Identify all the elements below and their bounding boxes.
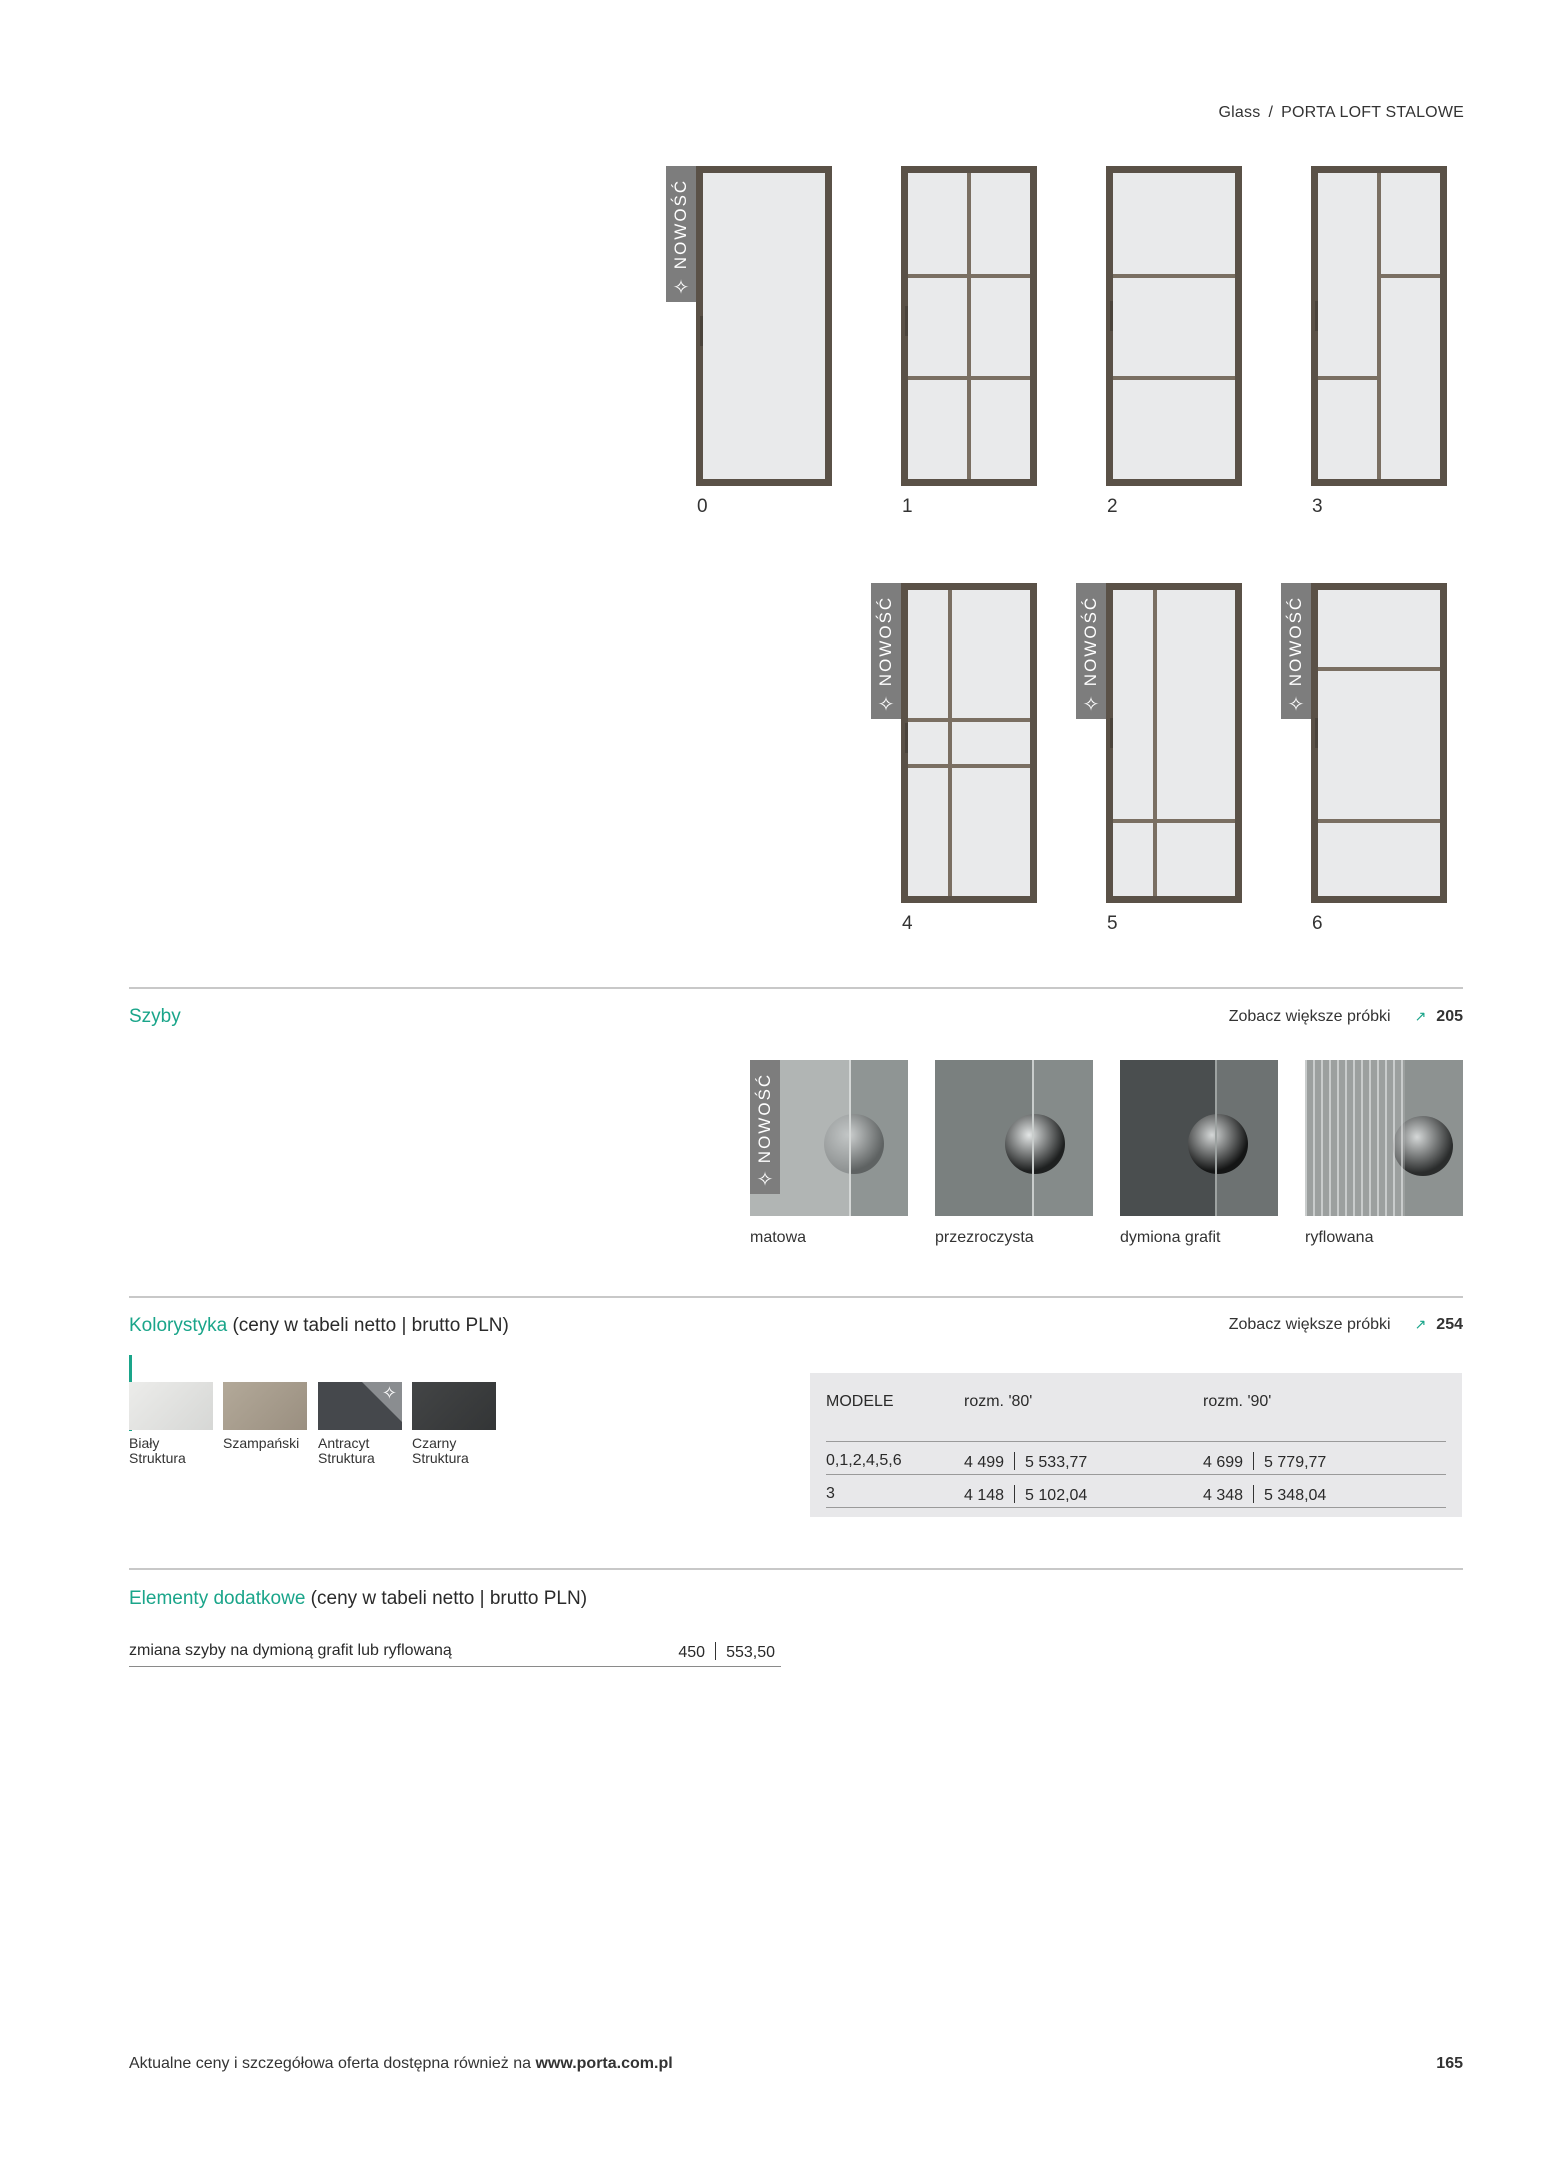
price-net: 450 <box>678 1644 706 1661</box>
price-gross: 553,50 <box>726 1644 775 1661</box>
table-row-price-90 <box>1203 1485 1326 1505</box>
color-label-line2: Struktura <box>318 1450 375 1466</box>
color-swatch-szampanski[interactable] <box>223 1382 307 1430</box>
section-divider <box>129 1296 1463 1298</box>
new-badge <box>1076 583 1106 719</box>
table-divider <box>826 1474 1446 1475</box>
door-number: 0 <box>697 496 708 517</box>
extras-item-row <box>129 1640 781 1664</box>
section-divider <box>129 987 1463 989</box>
extras-item-label: zmiana szyby na dymioną grafit lub ryflowaną <box>129 1642 452 1659</box>
door-model-6[interactable] <box>1311 583 1447 903</box>
page-number: 165 <box>1436 2055 1463 2072</box>
table-header-size-80: rozm. '80' <box>964 1393 1033 1410</box>
color-swatch-bialy[interactable] <box>129 1382 213 1430</box>
new-badge <box>871 583 901 719</box>
extras-section-title-main: Elementy dodatkowe <box>129 1588 306 1609</box>
color-label-line2: Struktura <box>412 1450 469 1466</box>
color-label <box>129 1436 186 1466</box>
glass-more-samples-link[interactable] <box>1229 1008 1463 1026</box>
color-label-line1: Czarny <box>412 1435 457 1451</box>
breadcrumb-category[interactable]: Glass <box>1218 104 1261 121</box>
more-samples-page: 205 <box>1436 1008 1463 1025</box>
color-section-title-main: Kolorystyka <box>129 1315 228 1336</box>
door-model-3[interactable] <box>1311 166 1447 486</box>
door-number: 2 <box>1107 496 1118 517</box>
section-divider <box>129 1568 1463 1570</box>
new-badge <box>666 166 696 302</box>
table-row-price-80 <box>964 1485 1087 1505</box>
price-gross: 5 533,77 <box>1025 1454 1088 1471</box>
price-gross: 5 102,04 <box>1025 1487 1088 1504</box>
color-label-line1: Biały <box>129 1435 160 1451</box>
price-net: 4 148 <box>964 1487 1005 1504</box>
arrow-up-right-icon: ↗ <box>1414 1008 1427 1024</box>
table-row-models: 0,1,2,4,5,6 <box>826 1452 902 1469</box>
arrow-up-right-icon: ↗ <box>1414 1316 1427 1332</box>
color-label <box>223 1436 299 1451</box>
color-label-line1: Antracyt <box>318 1435 370 1451</box>
color-swatch-antracyt[interactable] <box>318 1382 402 1430</box>
color-more-samples-link[interactable] <box>1229 1316 1463 1334</box>
more-samples-label: Zobacz większe próbki <box>1228 1008 1391 1025</box>
more-samples-label: Zobacz większe próbki <box>1228 1316 1391 1333</box>
new-badge-text: NOWOŚĆ <box>876 595 895 687</box>
breadcrumb-separator: / <box>1268 104 1274 121</box>
price-net: 4 699 <box>1203 1454 1244 1471</box>
price-net: 4 499 <box>964 1454 1005 1471</box>
door-model-4[interactable] <box>901 583 1037 903</box>
new-badge-text: NOWOŚĆ <box>1286 595 1305 687</box>
more-samples-page: 254 <box>1436 1316 1463 1333</box>
new-badge <box>750 1060 780 1194</box>
price-separator <box>1253 1485 1254 1503</box>
glass-sample-ryflowana[interactable] <box>1305 1060 1463 1216</box>
glass-label: ryflowana <box>1305 1229 1374 1246</box>
price-separator <box>1014 1485 1015 1503</box>
glass-label: dymiona grafit <box>1120 1229 1221 1246</box>
breadcrumb-product[interactable]: PORTA LOFT STALOWE <box>1281 104 1464 121</box>
door-number: 6 <box>1312 913 1323 934</box>
new-badge-text: NOWOŚĆ <box>755 1072 774 1164</box>
table-divider <box>826 1441 1446 1442</box>
new-badge-text: NOWOŚĆ <box>671 178 690 270</box>
color-label-line2: Struktura <box>129 1450 186 1466</box>
footer-note <box>129 2055 673 2073</box>
door-number: 3 <box>1312 496 1323 517</box>
table-row-price-90 <box>1203 1452 1326 1472</box>
glass-sample-przezroczysta[interactable] <box>935 1060 1093 1216</box>
door-model-5[interactable] <box>1106 583 1242 903</box>
sparkle-icon: ✧ <box>672 277 690 299</box>
door-number: 5 <box>1107 913 1118 934</box>
color-section-title <box>129 1315 509 1337</box>
extras-item-price <box>678 1642 775 1662</box>
sparkle-icon: ✧ <box>756 1169 774 1191</box>
price-separator <box>1014 1452 1015 1470</box>
door-model-0[interactable] <box>696 166 832 486</box>
color-label-line1: Szampański <box>223 1435 300 1451</box>
extras-item-divider <box>129 1666 781 1667</box>
sparkle-icon: ✧ <box>381 1383 397 1403</box>
breadcrumb <box>1219 104 1464 122</box>
price-net: 4 348 <box>1203 1487 1244 1504</box>
door-model-1[interactable] <box>901 166 1037 486</box>
glass-sample-dymiona-grafit[interactable] <box>1120 1060 1278 1216</box>
color-label <box>412 1436 469 1466</box>
price-separator <box>1253 1452 1254 1470</box>
new-badge <box>1281 583 1311 719</box>
color-section-title-note: (ceny w tabeli netto | brutto PLN) <box>232 1315 509 1336</box>
footer-text: Aktualne ceny i szczegółowa oferta dostępna również na <box>129 2055 536 2072</box>
extras-section-title-note: (ceny w tabeli netto | brutto PLN) <box>310 1588 588 1609</box>
door-model-2[interactable] <box>1106 166 1242 486</box>
table-header-size-90: rozm. '90' <box>1203 1393 1272 1410</box>
color-swatch-czarny[interactable] <box>412 1382 496 1430</box>
door-number: 1 <box>902 496 913 517</box>
price-separator <box>715 1642 716 1660</box>
sparkle-icon: ✧ <box>877 694 895 716</box>
sparkle-icon: ✧ <box>1082 694 1100 716</box>
price-gross: 5 779,77 <box>1264 1454 1327 1471</box>
table-header-models: MODELE <box>826 1393 894 1410</box>
sparkle-icon: ✧ <box>1287 694 1305 716</box>
glass-section-title: Szyby <box>129 1006 181 1027</box>
footer-url-link[interactable]: www.porta.com.pl <box>535 2055 673 2072</box>
price-table <box>810 1373 1462 1517</box>
table-divider <box>826 1507 1446 1508</box>
glass-label: matowa <box>750 1229 807 1246</box>
glass-label: przezroczysta <box>935 1229 1034 1246</box>
color-label <box>318 1436 375 1466</box>
table-row-models: 3 <box>826 1485 835 1502</box>
extras-section-title <box>129 1588 587 1610</box>
table-row-price-80 <box>964 1452 1087 1472</box>
price-gross: 5 348,04 <box>1264 1487 1327 1504</box>
new-badge-text: NOWOŚĆ <box>1081 595 1100 687</box>
door-number: 4 <box>902 913 913 934</box>
